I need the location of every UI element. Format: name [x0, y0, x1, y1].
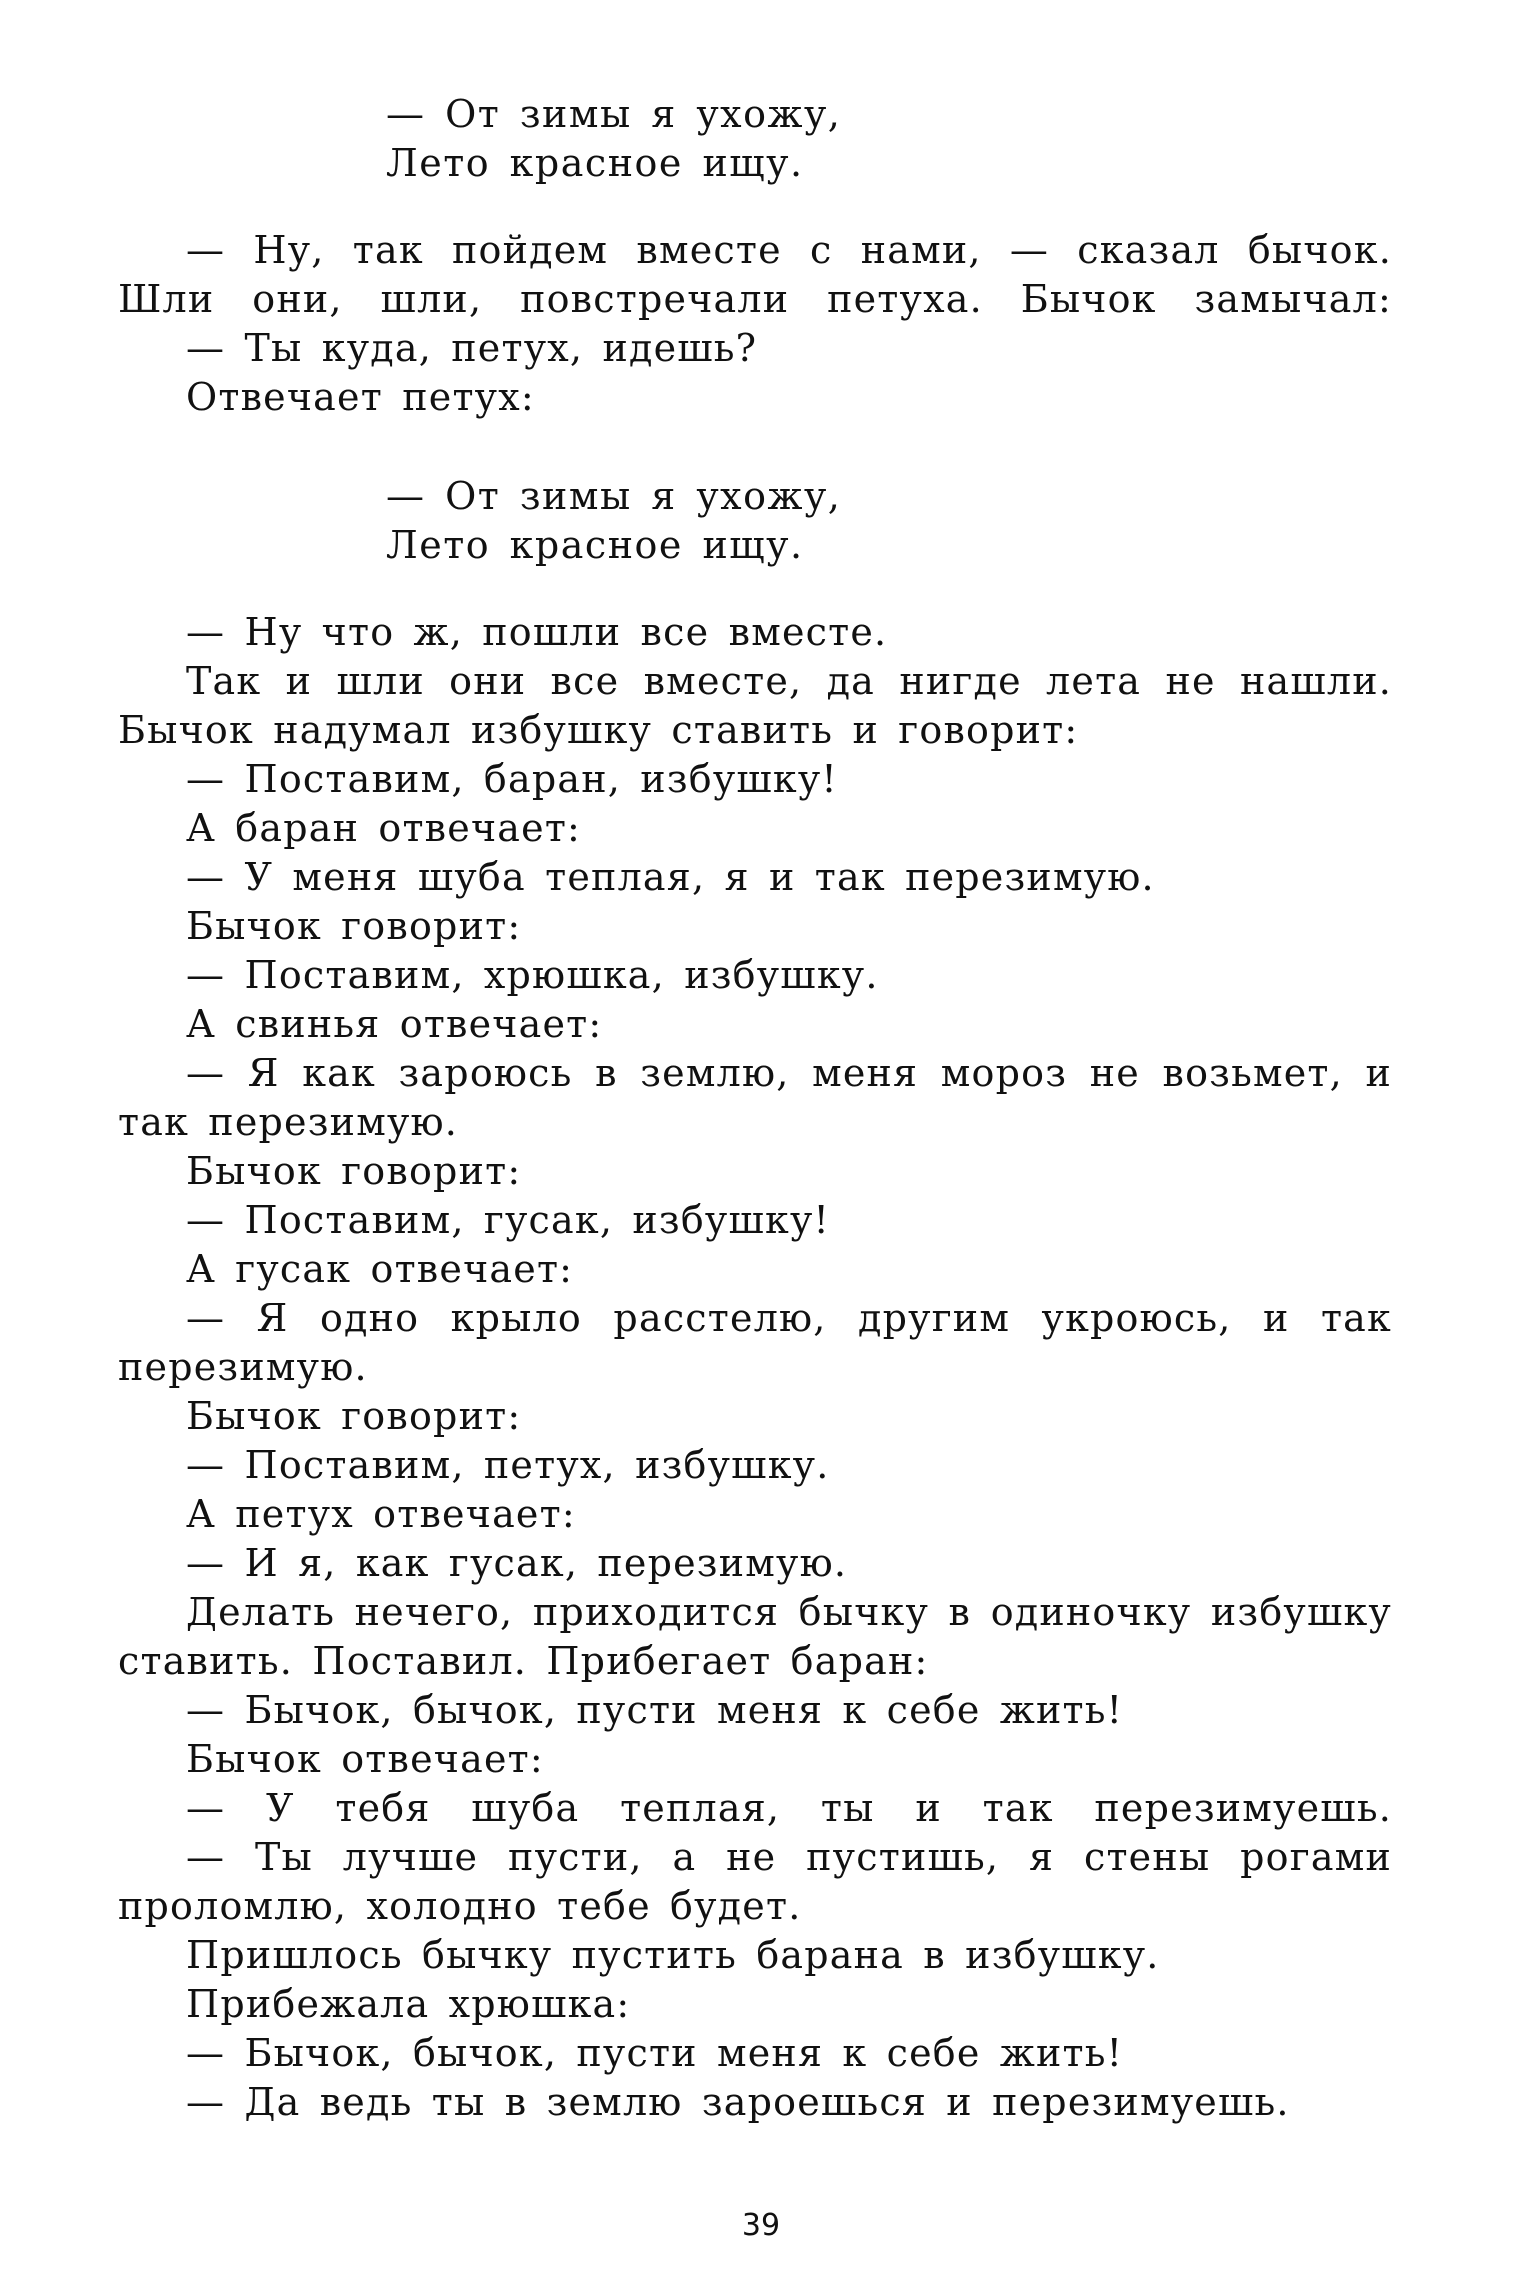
paragraph: Прибежала хрюшка:: [186, 1982, 631, 2026]
prose-block: [118, 226, 1392, 422]
paragraph: А баран отвечает:: [186, 806, 582, 850]
verse-line: — От зимы я ухожу,: [386, 92, 842, 136]
paragraph: — Поставим, хрюшка, избушку.: [186, 953, 879, 997]
paragraph: — Ты лучше пусти, а не пустишь, я стены рогами проломлю, холодно тебе будет.: [118, 1835, 1392, 1928]
paragraph: Так и шли они все вместе, да нигде лета не нашли. Бычок надумал избушку ставить и говорит:: [118, 659, 1392, 752]
paragraph: Бычок говорит:: [186, 904, 522, 948]
paragraph: — Поставим, петух, избушку.: [186, 1443, 830, 1487]
paragraph: А гусак отвечает:: [186, 1247, 574, 1291]
verse-line: Лето красное ищу.: [386, 523, 804, 567]
paragraph: — И я, как гусак, перезимую.: [186, 1541, 848, 1585]
paragraph: Пришлось бычку пустить барана в избушку.: [186, 1933, 1160, 1977]
paragraph: — Да ведь ты в землю зароешься и перезимуешь.: [186, 2080, 1290, 2124]
paragraph: — Поставим, гусак, избушку!: [186, 1198, 831, 1242]
paragraph: Бычок говорит:: [186, 1149, 522, 1193]
verse-line: — От зимы я ухожу,: [386, 474, 842, 518]
paragraph: А свинья отвечает:: [186, 1002, 603, 1046]
paragraph: Бычок говорит:: [186, 1394, 522, 1438]
paragraph: — Я как зароюсь в землю, меня мороз не возьмет, и так перезимую.: [118, 1051, 1392, 1144]
page-number: 39: [741, 2208, 781, 2243]
paragraph: — Ну, так пойдем вместе с нами, — сказал бычок. Шли они, шли, повстречали петуха. Бычок замычал:: [118, 228, 1392, 321]
paragraph: А петух отвечает:: [186, 1492, 576, 1536]
verse-block: [386, 90, 841, 188]
paragraph: — Бычок, бычок, пусти меня к себе жить!: [186, 2031, 1124, 2075]
paragraph: Делать нечего, приходится бычку в одиночку избушку ставить. Поставил. Прибегает баран:: [118, 1590, 1392, 1683]
paragraph: — Бычок, бычок, пусти меня к себе жить!: [186, 1688, 1124, 1732]
verse-block: [386, 472, 841, 570]
paragraph: — Я одно крыло расстелю, другим укроюсь, и так перезимую.: [118, 1296, 1392, 1389]
paragraph: — У меня шуба теплая, я и так перезимую.: [186, 855, 1155, 899]
paragraph: — Ты куда, петух, идешь?: [186, 326, 758, 370]
prose-block: [118, 608, 1392, 2127]
verse-line: Лето красное ищу.: [386, 141, 804, 185]
paragraph: Отвечает петух:: [186, 375, 535, 419]
paragraph: — Ну что ж, пошли все вместе.: [186, 610, 888, 654]
paragraph: Бычок отвечает:: [186, 1737, 544, 1781]
paragraph: — У тебя шуба теплая, ты и так перезимуешь.: [186, 1786, 1392, 1830]
paragraph: — Поставим, баран, избушку!: [186, 757, 838, 801]
